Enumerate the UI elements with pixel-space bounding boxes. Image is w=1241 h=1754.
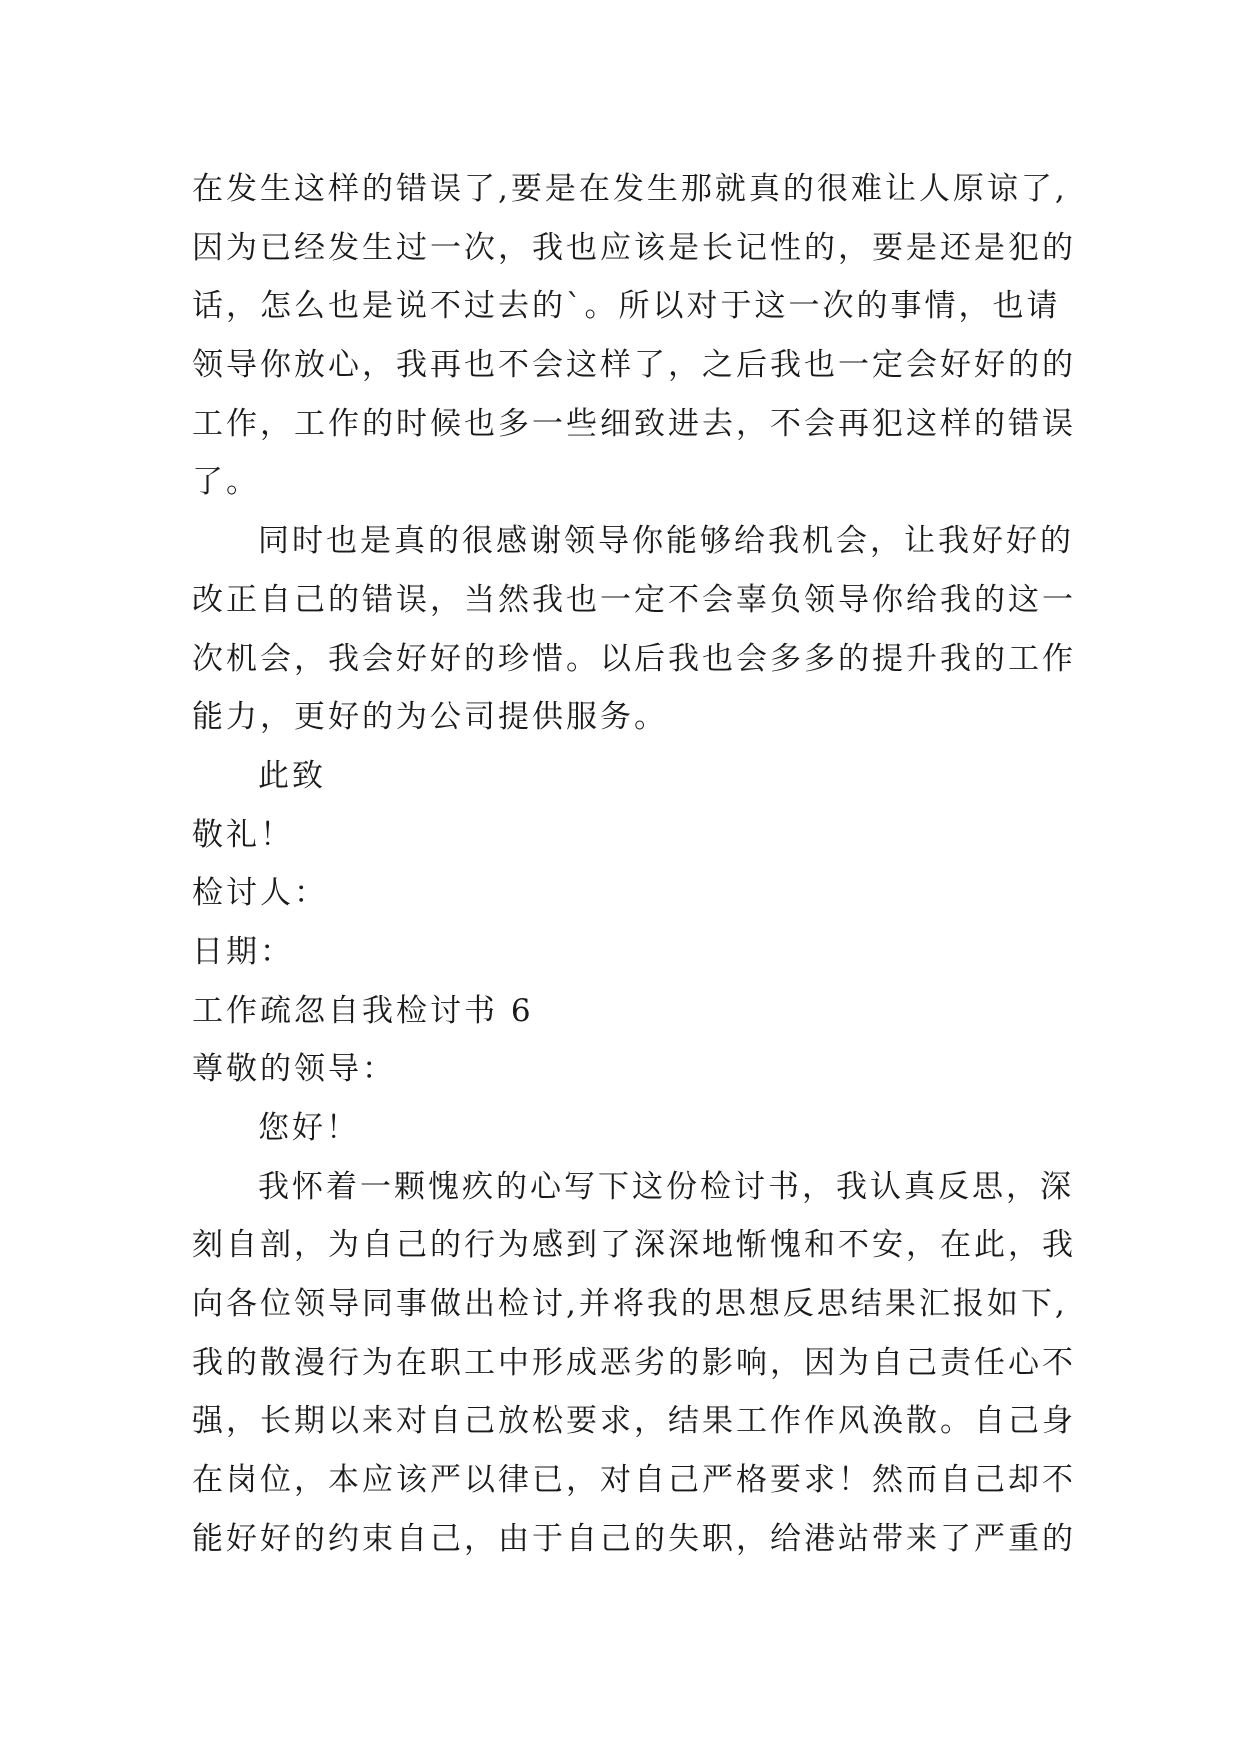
text-line: 强，长期以来对自己放松要求，结果工作作风涣散。自己身 xyxy=(192,1403,1076,1440)
text-line: 能好好的约束自己，由于自己的失职，给港站带来了严重的 xyxy=(192,1520,1076,1557)
paragraph-start-line: 同时也是真的很感谢领导你能够给我机会，让我好好的 xyxy=(258,523,1074,560)
text-line: 了。 xyxy=(192,464,260,501)
paragraph-start-line: 我怀着一颗愧疚的心写下这份检讨书，我认真反思，深 xyxy=(258,1168,1074,1205)
section-title: 工作疏忽自我检讨书 6 xyxy=(192,992,534,1029)
text-line: 次机会，我会好好的珍惜。以后我也会多多的提升我的工作 xyxy=(192,640,1076,677)
text-line: 改正自己的错误，当然我也一定不会辜负领导你给我的这一 xyxy=(192,581,1076,618)
text-line: 在发生这样的错误了,要是在发生那就真的很难让人原谅了, xyxy=(192,171,1068,207)
greeting-addressee: 尊敬的领导： xyxy=(192,1051,396,1088)
greeting-hello: 您好！ xyxy=(258,1110,360,1146)
text-line: 能力，更好的为公司提供服务。 xyxy=(192,699,668,736)
text-line: 领导你放心，我再也不会这样了，之后我也一定会好好的的 xyxy=(192,347,1076,384)
closing-regards: 敬礼！ xyxy=(192,816,294,853)
date-label: 日期： xyxy=(192,933,294,970)
document-body xyxy=(192,160,1076,1569)
text-line: 向各位领导同事做出检讨,并将我的思想反思结果汇报如下, xyxy=(192,1286,1068,1323)
text-line: 我的散漫行为在职工中形成恶劣的影响，因为自己责任心不 xyxy=(192,1344,1076,1381)
text-line: 话，怎么也是说不过去的`。所以对于这一次的事情，也请 xyxy=(192,288,1061,325)
text-line: 工作，工作的时候也多一些细致进去，不会再犯这样的错误 xyxy=(192,405,1076,442)
signer-label: 检讨人： xyxy=(192,875,328,912)
closing-salutation: 此致 xyxy=(258,757,326,794)
text-line: 刻自剖，为自己的行为感到了深深地惭愧和不安，在此，我 xyxy=(192,1227,1076,1264)
text-line: 因为已经发生过一次，我也应该是长记性的，要是还是犯的 xyxy=(192,229,1076,266)
text-line: 在岗位，本应该严以律已，对自己严格要求！然而自己却不 xyxy=(192,1462,1076,1499)
